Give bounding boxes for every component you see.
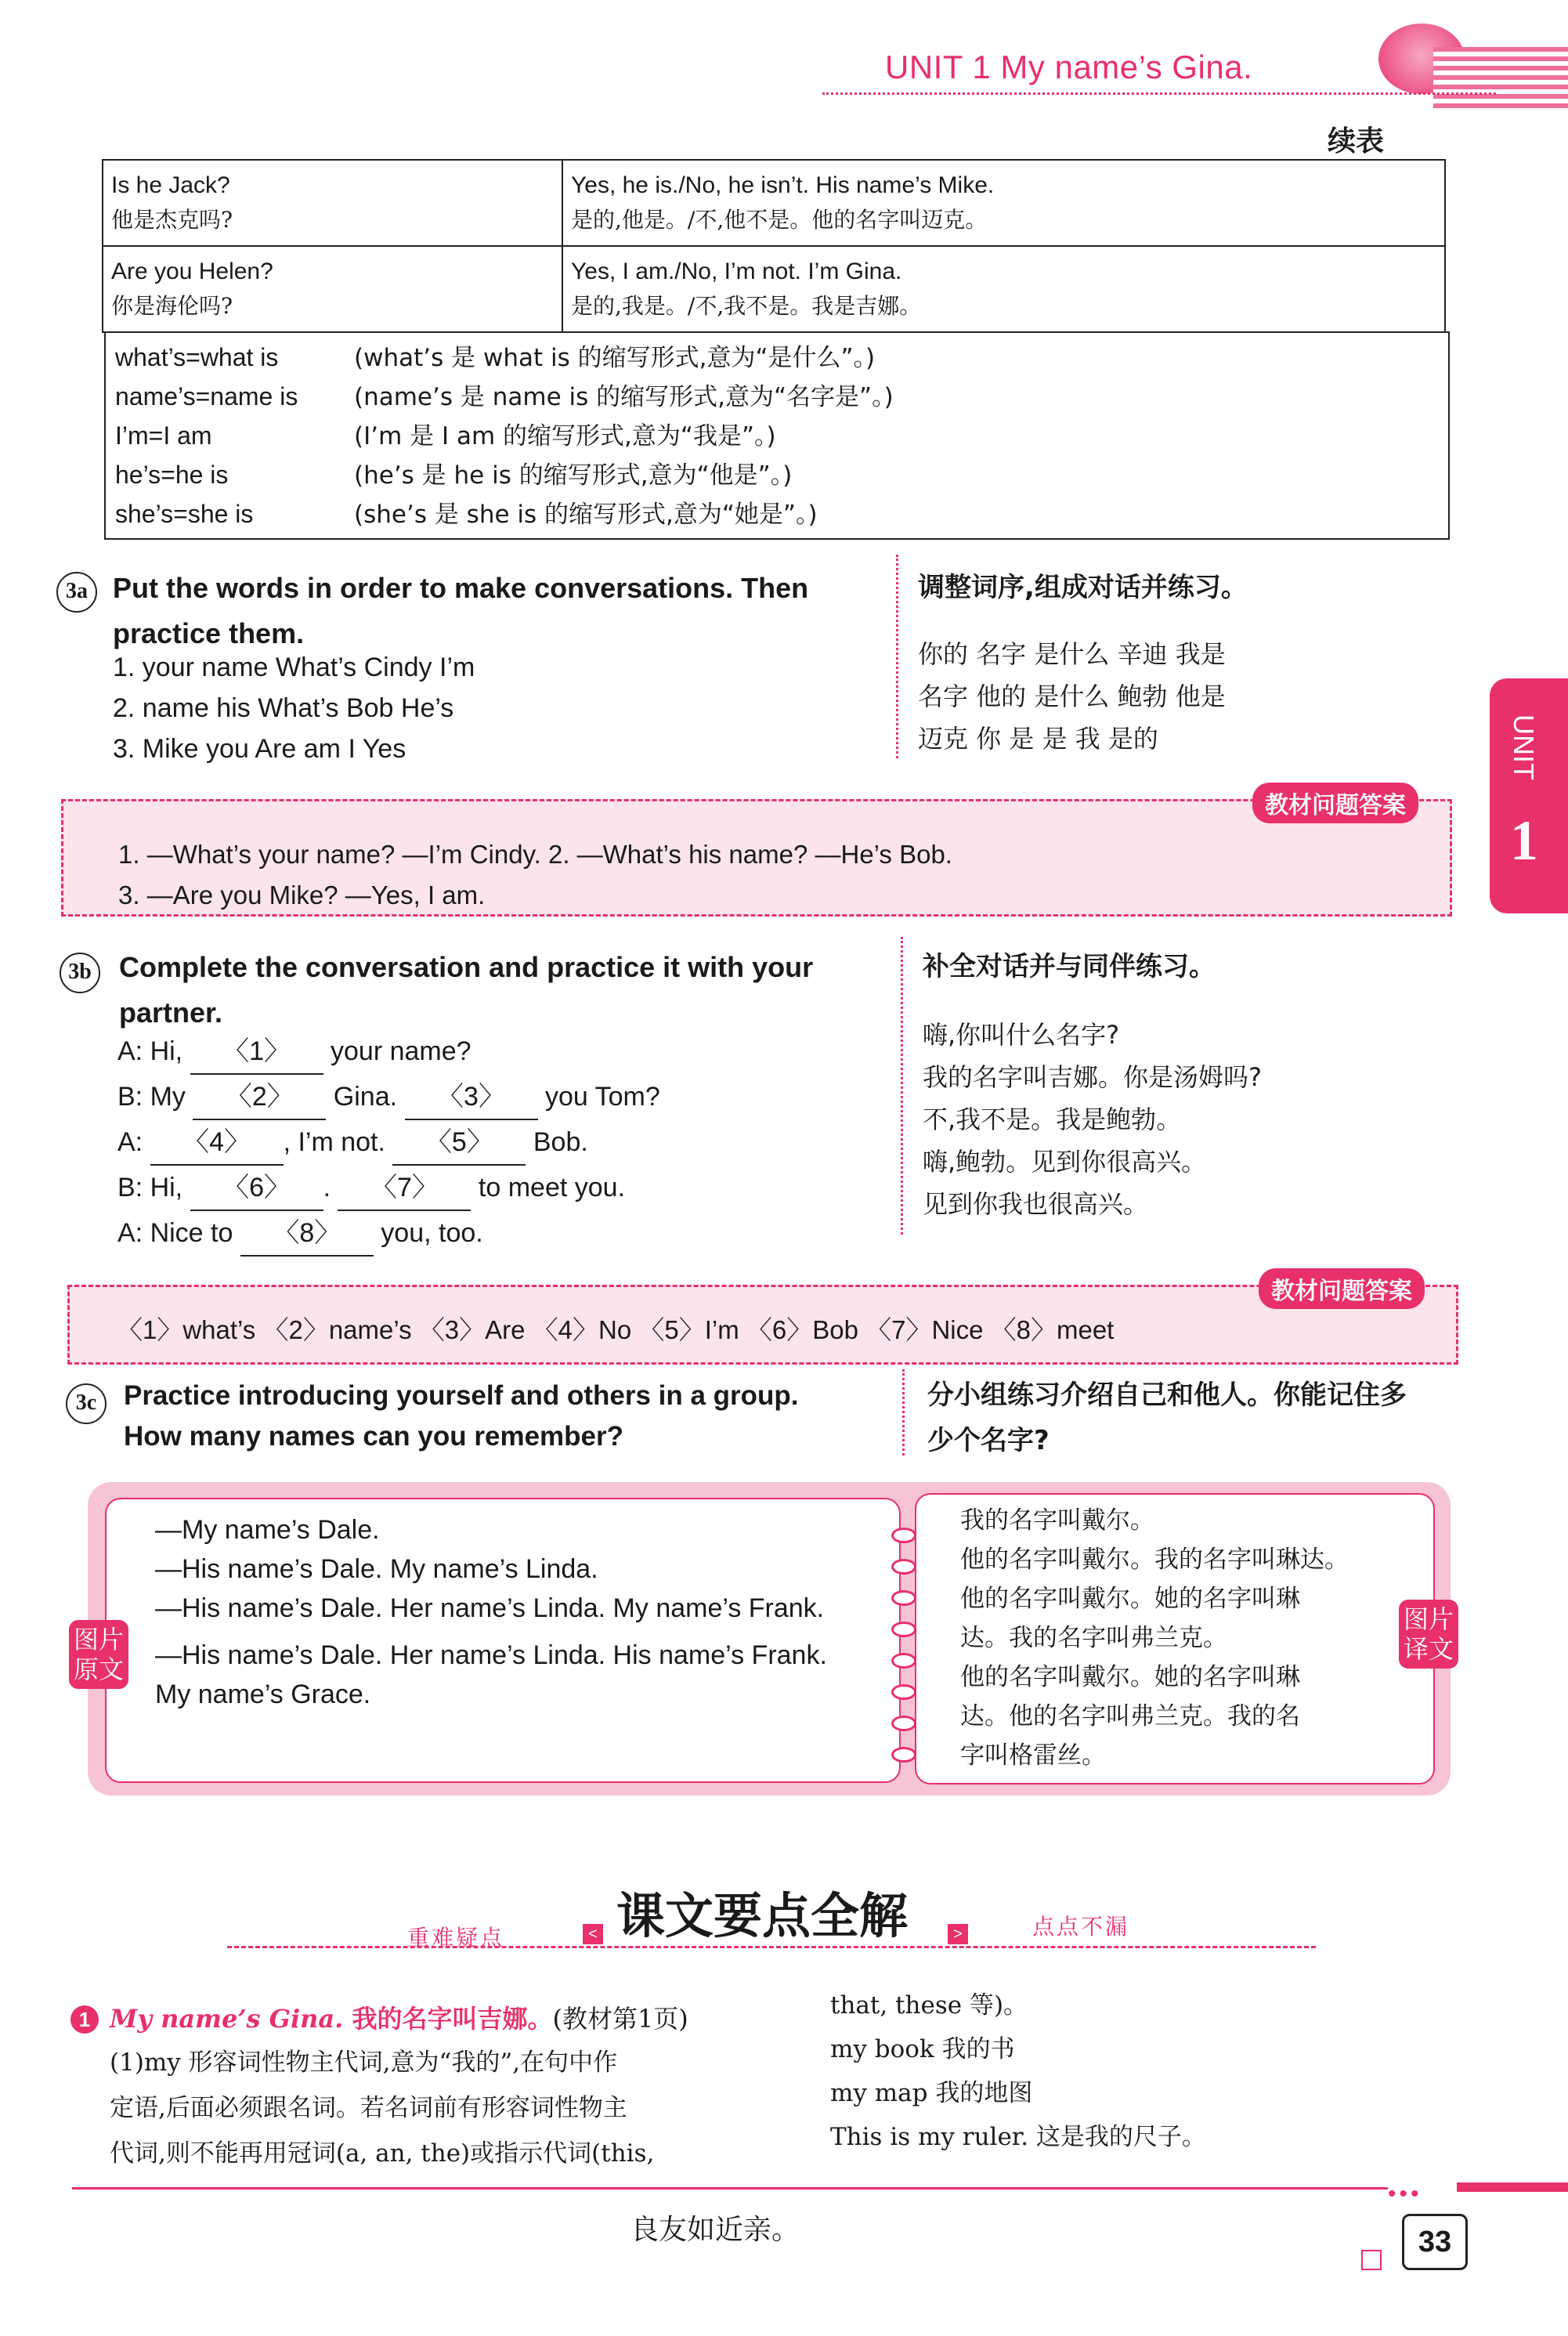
dialogue-line — [117, 1029, 660, 1075]
arrow-right-icon: > — [948, 1924, 968, 1944]
question-en: Are you Helen? — [111, 259, 273, 284]
abbreviation-row — [115, 494, 818, 533]
header-stripes — [1433, 47, 1568, 110]
abbreviation-term: she’s=she is — [115, 500, 254, 528]
binder-ring-icon — [891, 1747, 916, 1763]
picture-line: 我的名字叫戴尔。 — [960, 1506, 1154, 1535]
picture-line: —My name’s Dale. — [155, 1515, 380, 1545]
continued-label: 续表 — [1328, 125, 1385, 157]
dialogue-text: A: Hi, — [117, 1036, 190, 1066]
keypoint-heading-en: My name’s Gina. — [110, 2004, 344, 2034]
dialogue-text: Bob. — [526, 1127, 588, 1157]
keypoint-line: (1)my 形容词性物主代词,意为“我的”,在句中作 — [110, 2049, 618, 2077]
exercise-3b-zh-lines — [923, 1014, 1262, 1225]
footer-motto: 良友如近亲。 — [630, 2214, 800, 2246]
answer-tag: 教材问题答案 — [1259, 1268, 1425, 1309]
exercise-3c-zh-title — [927, 1372, 1407, 1463]
list-item: 2. name his What’s Bob He’s — [113, 693, 454, 723]
list-item: 你的 名字 是什么 辛迪 我是 — [918, 639, 1226, 669]
picture-line: —His name’s Dale. Her name’s Linda. My name’s Frank. — [155, 1593, 825, 1623]
picture-line: 他的名字叫戴尔。我的名字叫琳达。 — [960, 1546, 1349, 1574]
exercise-3a-title — [113, 566, 808, 656]
exercise-3b-title — [119, 945, 813, 1036]
blank-1[interactable]: 〈1〉 — [190, 1029, 323, 1075]
blank-7[interactable]: 〈7〉 — [338, 1166, 471, 1211]
dialogue-text: to meet you. — [471, 1173, 626, 1202]
table-cell — [103, 246, 562, 332]
question-zh: 他是杰克吗? — [111, 207, 233, 233]
exercise-title-line: partner. — [119, 996, 223, 1029]
binder-ring-icon — [891, 1653, 916, 1669]
picture-line: 他的名字叫戴尔。她的名字叫琳 — [960, 1663, 1300, 1691]
keypoint-right-text — [830, 1983, 1206, 2159]
dialogue-line — [117, 1166, 660, 1211]
section-title: 课文要点全解 — [616, 1887, 909, 1944]
answer-text — [118, 834, 952, 916]
list-item: 迈克 你 是 是 我 是的 — [918, 724, 1158, 754]
keypoint-ref: (教材第1页) — [552, 2004, 688, 2034]
page-header-title: UNIT 1 My name’s Gina. — [885, 49, 1253, 85]
answer-box-3b — [67, 1278, 1458, 1365]
footer-dots: ••• — [1388, 2181, 1422, 2207]
question-en: Is he Jack? — [111, 172, 230, 198]
list-item: 3. Mike you Are am I Yes — [113, 734, 406, 764]
table-cell — [103, 160, 562, 246]
keypoint-line: 定语,后面必须跟名词。若名词前有形容词性物主 — [110, 2094, 627, 2122]
exercise-3a-zh-title: 调整词序,组成对话并练习。 — [918, 572, 1248, 603]
header-divider — [822, 92, 1496, 95]
picture-line: 达。我的名字叫弗兰克。 — [960, 1624, 1227, 1652]
keypoint-number: 1 — [70, 2005, 99, 2034]
keypoint-heading-zh: 我的名字叫吉娜。 — [343, 2004, 553, 2034]
footer-bar — [1457, 2182, 1568, 2192]
blank-2[interactable]: 〈2〉 — [193, 1075, 326, 1120]
page-number: 33 — [1402, 2214, 1468, 2270]
dialogue-text: B: My — [117, 1082, 193, 1112]
abbreviation-term: he’s=he is — [115, 461, 229, 489]
unit-tab-number: 1 — [1510, 809, 1538, 872]
answer-zh: 是的,我是。/不,我不是。我是吉娜。 — [571, 293, 922, 319]
abbreviation-term: what’s=what is — [115, 343, 279, 371]
dialogue-line — [117, 1120, 660, 1166]
picture-translation-label: 图片译文 — [1399, 1600, 1458, 1669]
picture-original-text — [155, 1510, 827, 1714]
exercise-zh-line: 少个名字? — [927, 1425, 1050, 1456]
abbreviation-row — [115, 416, 776, 455]
dialogue-text: your name? — [323, 1036, 471, 1066]
table-cell — [562, 246, 1445, 332]
answer-line: 1. —What’s your name? —I’m Cindy. 2. —What’s his name? —He’s Bob. — [118, 840, 952, 869]
list-item: 我的名字叫吉娜。你是汤姆吗? — [923, 1062, 1262, 1092]
list-item: 嗨,鲍勃。见到你很高兴。 — [923, 1147, 1207, 1177]
abbreviation-box — [104, 331, 1450, 540]
picture-translation-panel — [915, 1493, 1435, 1785]
exercise-badge-3a: 3a — [56, 572, 97, 613]
keypoint-left-text — [110, 2040, 654, 2176]
unit-tab-label: UNIT — [1508, 714, 1540, 780]
list-item: 见到你我也很高兴。 — [923, 1189, 1149, 1219]
keypoint-line: my book 我的书 — [830, 2035, 1015, 2063]
picture-original-label: 图片原文 — [69, 1620, 128, 1689]
blank-8[interactable]: 〈8〉 — [240, 1211, 374, 1257]
footer-square-icon — [1361, 2250, 1382, 2270]
abbreviation-note: (name’s 是 name is 的缩写形式,意为“名字是”。) — [354, 383, 894, 411]
table-row — [103, 246, 1445, 332]
blank-4[interactable]: 〈4〉 — [150, 1120, 284, 1166]
dialogue-text: , I’m not. — [283, 1127, 393, 1157]
abbreviation-row — [115, 377, 894, 416]
abbreviation-note: (he’s 是 he is 的缩写形式,意为“他是”。) — [354, 461, 793, 490]
banner-right-subtitle: 点点不漏 — [1032, 1914, 1130, 1940]
picture-line: My name’s Grace. — [155, 1680, 371, 1709]
exercise-title-line: practice them. — [113, 617, 305, 649]
dialogue-text: A: — [117, 1127, 150, 1157]
dialogue-line — [117, 1075, 660, 1120]
picture-line: —His name’s Dale. Her name’s Linda. His name’s Frank. — [155, 1640, 827, 1670]
list-item: 不,我不是。我是鲍勃。 — [923, 1105, 1182, 1134]
exercise-3b-dialogue — [117, 1029, 660, 1257]
exercise-3b-zh-title: 补全对话并与同伴练习。 — [923, 951, 1216, 982]
keypoint-line: This is my ruler. 这是我的尺子。 — [830, 2123, 1206, 2151]
dialogue-text: Gina. — [326, 1082, 405, 1112]
question-zh: 你是海伦吗? — [111, 293, 233, 319]
answer-box-3a — [61, 792, 1452, 917]
exercise-badge-3c: 3c — [66, 1383, 107, 1424]
picture-translation-text — [960, 1501, 1349, 1775]
blank-6[interactable]: 〈6〉 — [190, 1166, 323, 1211]
keypoint-line: 代词,则不能再用冠词(a, an, the)或指示代词(this, — [110, 2139, 655, 2168]
column-divider — [896, 555, 898, 758]
blank-5[interactable]: 〈5〉 — [392, 1120, 526, 1166]
table-row — [103, 160, 1445, 246]
dialogue-text: you, too. — [373, 1218, 483, 1248]
answer-en: Yes, I am./No, I’m not. I’m Gina. — [571, 259, 902, 284]
binder-ring-icon — [891, 1622, 916, 1637]
abbreviation-row — [115, 338, 875, 377]
qa-table — [102, 159, 1446, 333]
exercise-zh-line: 分小组练习介绍自己和他人。你能记住多 — [927, 1380, 1407, 1411]
exercise-3a-zh-items — [918, 633, 1226, 760]
answer-zh: 是的,他是。/不,他不是。他的名字叫迈克。 — [571, 207, 988, 233]
picture-line: 达。他的名字叫弗兰克。我的名 — [960, 1702, 1300, 1730]
dialogue-text: B: Hi, — [117, 1173, 190, 1202]
binder-ring-icon — [891, 1716, 916, 1731]
dialogue-line — [117, 1211, 660, 1257]
abbreviation-row — [115, 455, 792, 494]
abbreviation-note: (I’m 是 I am 的缩写形式,意为“我是”。) — [354, 422, 776, 450]
dialogue-text: you Tom? — [537, 1082, 660, 1112]
exercise-3a-items — [113, 647, 475, 769]
exercise-title-line: Practice introducing yourself and others in a group. — [124, 1380, 799, 1411]
exercise-title-line: How many names can you remember? — [124, 1421, 623, 1452]
keypoint-line: my map 我的地图 — [830, 2079, 1033, 2107]
arrow-left-icon: < — [583, 1924, 603, 1944]
list-item: 嗨,你叫什么名字? — [923, 1020, 1120, 1050]
list-item: 名字 他的 是什么 鲍勃 他是 — [918, 682, 1226, 711]
picture-line: —His name’s Dale. My name’s Linda. — [155, 1554, 598, 1584]
answer-text: 〈1〉what’s 〈2〉name’s 〈3〉Are 〈4〉No 〈5〉I’m 〈6〉Bob 〈7〉Nice 〈8〉meet — [117, 1315, 1115, 1344]
binder-ring-icon — [891, 1684, 916, 1700]
abbreviation-note: (she’s 是 she is 的缩写形式,意为“她是”。) — [354, 501, 818, 529]
unit-side-tab — [1490, 678, 1568, 913]
exercise-3c-title — [124, 1376, 799, 1457]
exercise-title-line: Put the words in order to make conversations. Then — [113, 572, 809, 604]
picture-original-panel — [105, 1498, 901, 1783]
banner-left-subtitle: 重难疑点 — [407, 1925, 505, 1951]
answer-en: Yes, he is./No, he isn’t. His name’s Mike. — [571, 172, 995, 198]
picture-line: 他的名字叫戴尔。她的名字叫琳 — [960, 1585, 1300, 1613]
dialogue-text: A: Nice to — [117, 1218, 240, 1248]
dialogue-text: . — [323, 1173, 338, 1202]
binder-ring-icon — [891, 1528, 916, 1543]
binder-ring-icon — [891, 1559, 916, 1575]
answer-tag: 教材问题答案 — [1252, 783, 1418, 823]
answer-line: 3. —Are you Mike? —Yes, I am. — [118, 881, 486, 909]
column-divider — [901, 937, 903, 1235]
binder-ring-icon — [891, 1590, 916, 1606]
footer-divider — [72, 2187, 1388, 2190]
table-cell — [562, 160, 1445, 246]
list-item: 1. your name What’s Cindy I’m — [113, 653, 475, 682]
keypoint-line: that, these 等)。 — [830, 1991, 1028, 2020]
abbreviation-term: I’m=I am — [115, 421, 212, 450]
blank-3[interactable]: 〈3〉 — [405, 1075, 538, 1120]
abbreviation-term: name’s=name is — [115, 382, 298, 410]
column-divider — [902, 1369, 905, 1455]
exercise-badge-3b: 3b — [60, 953, 100, 993]
picture-line: 字叫格雷丝。 — [960, 1741, 1106, 1770]
keypoint-heading — [110, 1996, 688, 2041]
abbreviation-note: (what’s 是 what is 的缩写形式,意为“是什么”。) — [354, 344, 876, 372]
exercise-title-line: Complete the conversation and practice it with your — [119, 951, 814, 983]
